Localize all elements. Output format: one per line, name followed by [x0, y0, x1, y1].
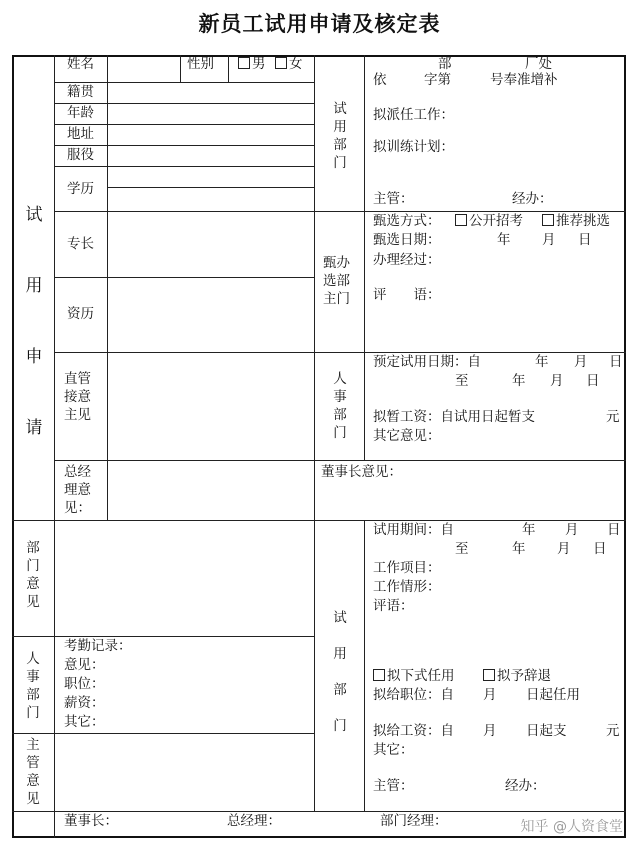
col-line-e [364, 520, 365, 811]
male-label: 男 [252, 56, 266, 72]
label-work-status: 工作情形： [373, 579, 441, 595]
dept-opinion-label: 部门意见 [26, 540, 40, 610]
row-line [54, 460, 626, 461]
name-row-line-2 [228, 55, 229, 82]
position-month: 月 [483, 687, 497, 703]
row-line [54, 352, 314, 353]
salary-yuan: 元 [606, 723, 620, 739]
period-day-2: 日 [593, 541, 607, 557]
period-month-1: 月 [565, 522, 579, 538]
label-gender: 性别 [187, 56, 214, 72]
name-row-line-1 [180, 55, 181, 82]
dept-line-2c: 号奉准增补 [490, 72, 558, 88]
label-temp-salary: 拟暂工资：自试用日起暂支 [373, 409, 535, 425]
row-line [12, 733, 314, 734]
col-line-d [364, 55, 365, 460]
label-review-bottom: 评语： [373, 598, 414, 614]
hr-year-1: 年 [535, 354, 549, 370]
selection-day: 日 [578, 232, 592, 248]
footer-chairman: 董事长： [64, 813, 118, 829]
row-line [54, 277, 314, 278]
name-field[interactable] [108, 56, 179, 81]
label-supervisor-bottom: 主管： [373, 778, 414, 794]
hr-to: 至 [455, 373, 469, 389]
hr-day-2: 日 [586, 373, 600, 389]
public-exam-checkbox[interactable] [455, 214, 467, 226]
label-trial-period: 试用期间：自 [373, 522, 454, 538]
row-line [54, 166, 314, 167]
label-native: 籍贯 [67, 84, 94, 100]
label-handler-top: 经办： [512, 191, 553, 207]
recommend-checkbox[interactable] [542, 214, 554, 226]
period-year-2: 年 [512, 541, 526, 557]
label-trial-date: 预定试用日期：自 [373, 354, 481, 370]
dept-line-1a: 部 [438, 56, 452, 72]
selection-dept-label: 甄办选部主门 [323, 255, 350, 307]
dept-line-2a: 依 [373, 72, 387, 88]
label-experience: 资历 [67, 306, 94, 322]
hr-dept-label: 人事部门 [333, 371, 347, 441]
label-supervisor-top: 主管： [373, 191, 414, 207]
label-supervisor-opinion: 直管接意主见 [64, 371, 91, 423]
trial-dept-label-top: 试用部门 [333, 101, 347, 171]
selection-year: 年 [497, 232, 511, 248]
label-proposed-salary: 拟给工资：自 [373, 723, 454, 739]
salary-month: 月 [483, 723, 497, 739]
label-other-bottom: 其它： [373, 742, 414, 758]
dept-line-2b: 字第 [424, 72, 451, 88]
period-day-1: 日 [607, 522, 621, 538]
col-line-c [314, 55, 315, 811]
recommend-label: 推荐挑选 [556, 213, 610, 229]
label-others: 其它： [64, 714, 105, 730]
hr-month-1: 月 [574, 354, 588, 370]
option-public-exam[interactable] [455, 212, 523, 230]
label-education: 学历 [67, 181, 94, 197]
watermark: 知乎 @人资食堂 [520, 819, 623, 835]
option-dismiss[interactable] [483, 667, 551, 685]
female-label: 女 [289, 56, 303, 72]
row-line [54, 211, 314, 212]
hr-month-2: 月 [550, 373, 564, 389]
label-age: 年龄 [67, 105, 94, 121]
dismiss-checkbox[interactable] [483, 669, 495, 681]
label-chairman-opinion: 董事长意见： [321, 464, 402, 480]
appoint-checkbox[interactable] [373, 669, 385, 681]
label-opinion: 意见： [64, 657, 105, 673]
period-year-1: 年 [522, 522, 536, 538]
gender-female-option[interactable] [275, 55, 303, 73]
form-title: 新员工试用申请及核定表 [198, 12, 441, 36]
label-position: 职位： [64, 676, 105, 692]
dismiss-label: 拟予辞退 [497, 668, 551, 684]
col-line-f [54, 520, 55, 838]
label-other-opinion: 其它意见： [373, 428, 441, 444]
manager-opinion-label: 主管意见 [26, 737, 40, 807]
appoint-label: 拟下式任用 [387, 668, 455, 684]
section-label-trial-application: 试用申请 [25, 205, 43, 438]
label-selection-date: 甄选日期： [373, 232, 441, 248]
hr-year-2: 年 [512, 373, 526, 389]
label-work-items: 工作项目： [373, 560, 441, 576]
row-line [12, 636, 314, 637]
selection-month: 月 [542, 232, 556, 248]
option-appoint[interactable] [373, 667, 455, 685]
label-specialty: 专长 [67, 236, 94, 252]
option-recommend[interactable] [542, 212, 610, 230]
label-salary: 薪资： [64, 695, 105, 711]
label-name: 姓名 [67, 56, 94, 72]
male-checkbox[interactable] [238, 57, 250, 69]
label-training-plan: 拟训练计划： [373, 139, 454, 155]
label-service: 服役 [67, 147, 94, 163]
label-assign-work: 拟派任工作： [373, 107, 454, 123]
label-attendance: 考勤记录： [64, 638, 132, 654]
label-address: 地址 [67, 126, 94, 142]
label-process: 办理经过： [373, 252, 441, 268]
hr-yuan: 元 [606, 409, 620, 425]
hr-dept-label-lower: 人事部门 [26, 651, 40, 721]
female-checkbox[interactable] [275, 57, 287, 69]
footer-gm: 总经理： [227, 813, 281, 829]
trial-dept-label-bottom: 试用部门 [333, 610, 347, 734]
hr-day-1: 日 [609, 354, 623, 370]
label-selection-method: 甄选方式： [373, 213, 441, 229]
public-exam-label: 公开招考 [469, 213, 523, 229]
label-proposed-position: 拟给职位：自 [373, 687, 454, 703]
period-to: 至 [455, 541, 469, 557]
row-line [107, 187, 314, 188]
label-gm-opinion: 总经理意见： [64, 464, 91, 516]
gender-male-option[interactable] [238, 55, 266, 73]
period-month-2: 月 [557, 541, 571, 557]
label-review-selection: 评 语： [373, 287, 441, 303]
label-handler-bottom: 经办： [505, 778, 546, 794]
footer-dept-manager: 部门经理： [380, 813, 448, 829]
salary-start: 日起支 [526, 723, 567, 739]
position-start: 日起任用 [526, 687, 580, 703]
dept-line-1b: 厂处 [525, 56, 552, 72]
